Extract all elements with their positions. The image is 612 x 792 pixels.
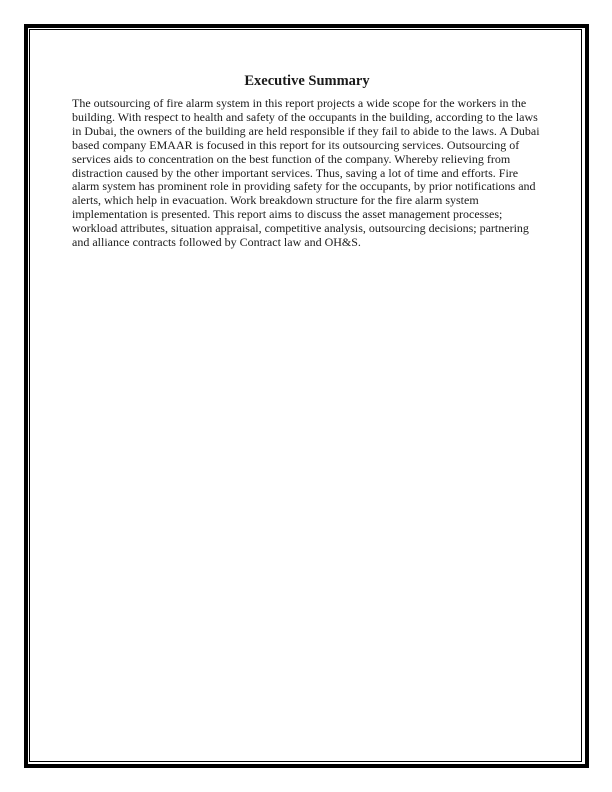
page-title: Executive Summary [244,73,370,89]
document-body [72,72,542,250]
summary-paragraph: The outsourcing of fire alarm system in this report projects a wide scope for the workers in the building. With respect to health and safety of the occupants in the building, according to the laws in Dubai, the owners of the building are held responsible if they fail to abide to the laws. A Dubai based company EMAAR is focused in this report for its outsourcing services. Outsourcing of services aids to concentration on the best function of the company. Whereby relieving from distraction caused by the other important services. Thus, saving a lot of time and efforts. Fire alarm system has prominent role in providing safety for the occupants, by prior notifications and alerts, which help in evacuation. Work breakdown structure for the fire alarm system implementation is presented. This report aims to discuss the asset management processes; workload attributes, situation appraisal, competitive analysis, outsourcing decisions; partnering and alliance contracts followed by Contract law and OH&S. [72,96,540,250]
